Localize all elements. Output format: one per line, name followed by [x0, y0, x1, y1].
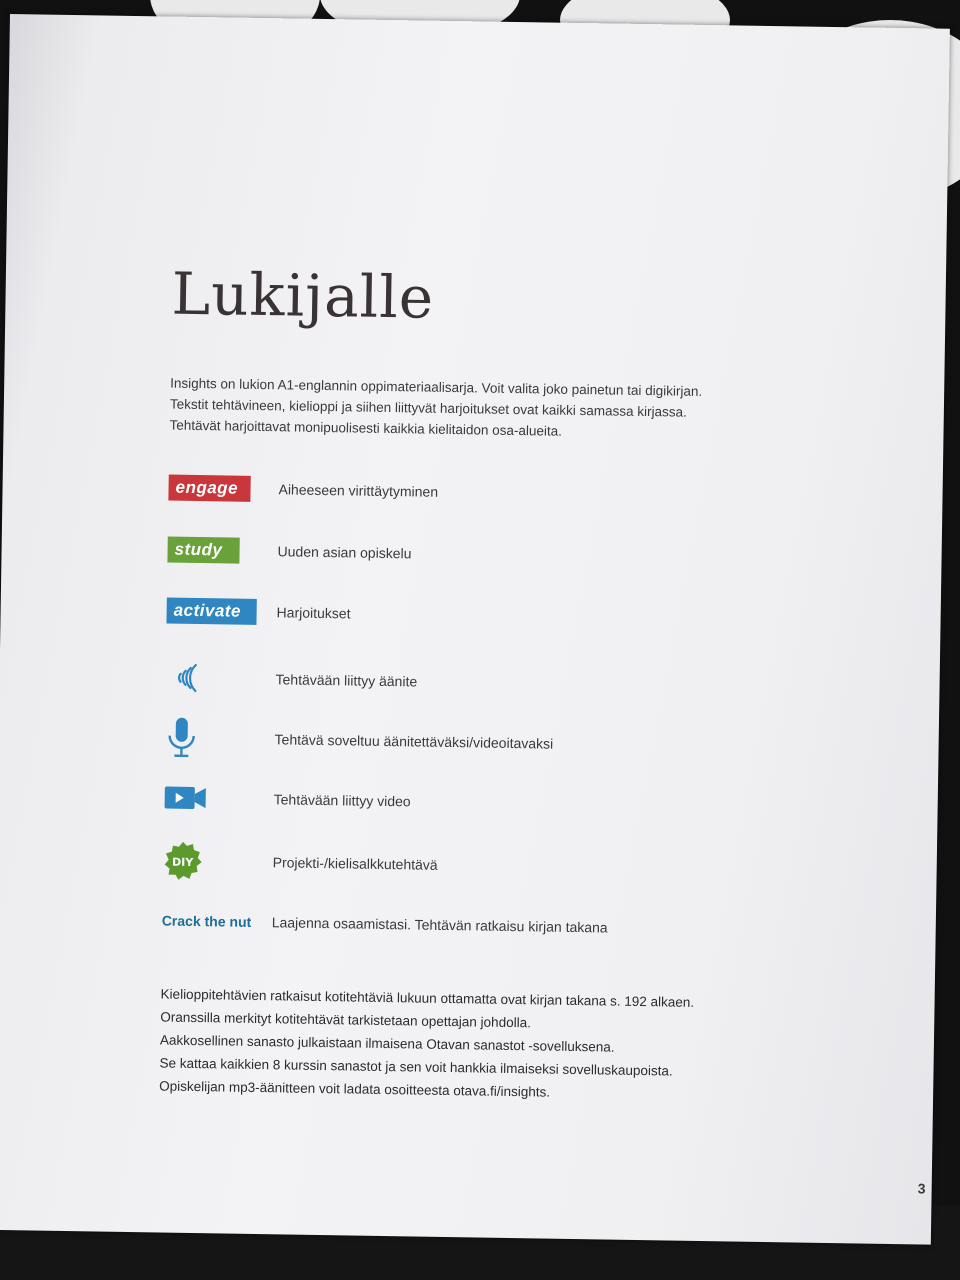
page-title: Lukijalle — [171, 259, 435, 332]
legend-text: Uuden asian opiskelu — [277, 543, 412, 562]
notes-line: Kielioppitehtävien ratkaisut kotitehtäviä lukuun ottamatta ovat kirjan takana s. 192 alkaen. — [160, 986, 695, 1010]
legend-text: Aiheeseen virittäytyminen — [278, 481, 439, 500]
legend-row-crack-the-nut — [162, 903, 608, 944]
intro-paragraph — [169, 373, 810, 446]
legend-row-engage — [168, 471, 438, 509]
notes-paragraph — [159, 982, 821, 1107]
notes-line: Opiskelijan mp3-äänitteen voit ladata osoitteesta otava.fi/insights. — [159, 1078, 551, 1100]
legend-row-video — [163, 781, 410, 819]
legend-row-activate — [166, 594, 350, 631]
notes-line: Aakkosellinen sanasto julkaistaan ilmaisena Otavan sanastot -sovelluksena. — [159, 1032, 615, 1055]
legend-row-diy — [162, 841, 438, 885]
intro-line: Tekstit tehtävineen, kielioppi ja siihen liittyvät harjoitukset ovat kaikki samassa kirjassa. — [169, 396, 687, 420]
book-page — [0, 14, 950, 1245]
legend-text: Harjoitukset — [276, 604, 351, 622]
activate-badge: activate — [166, 598, 256, 625]
study-badge: study — [167, 537, 239, 564]
diy-badge-icon — [162, 841, 203, 882]
notes-line: Oranssilla merkityt kotitehtävät tarkistetaan opettajan johdolla. — [160, 1009, 532, 1031]
audio-waves-icon — [165, 653, 200, 704]
legend-row-study — [167, 533, 411, 571]
legend-text: Tehtävään liittyy video — [273, 791, 411, 810]
engage-badge: engage — [168, 475, 250, 502]
diy-badge-label: DIY — [171, 855, 194, 869]
legend-row-audio — [165, 653, 417, 707]
legend-text: Projekti-/kielisalkkutehtävä — [272, 854, 438, 873]
intro-line: Insights on lukion A1-englannin oppimateriaalisarja. Voit valita joko painetun tai digikirjan. — [170, 375, 703, 399]
notes-line: Se kattaa kaikkien 8 kurssin sanastot ja sen voit hankkia ilmaiseksi sovelluskaupoista. — [159, 1055, 673, 1079]
crack-the-nut-label: Crack the nut — [161, 912, 252, 930]
intro-line: Tehtävät harjoittavat monipuolisesti kaikkia kielitaidon osa-alueita. — [169, 417, 563, 439]
legend-text: Laajenna osaamistasi. Tehtävän ratkaisu kirjan takana — [271, 914, 608, 936]
legend-text: Tehtävään liittyy äänite — [275, 671, 418, 690]
video-camera-icon — [164, 785, 208, 812]
legend-row-microphone — [164, 715, 553, 767]
legend-text: Tehtävä soveltuu äänitettäväksi/videoitavaksi — [274, 731, 554, 752]
microphone-icon — [164, 716, 199, 761]
page-number: 3 — [917, 1180, 926, 1197]
